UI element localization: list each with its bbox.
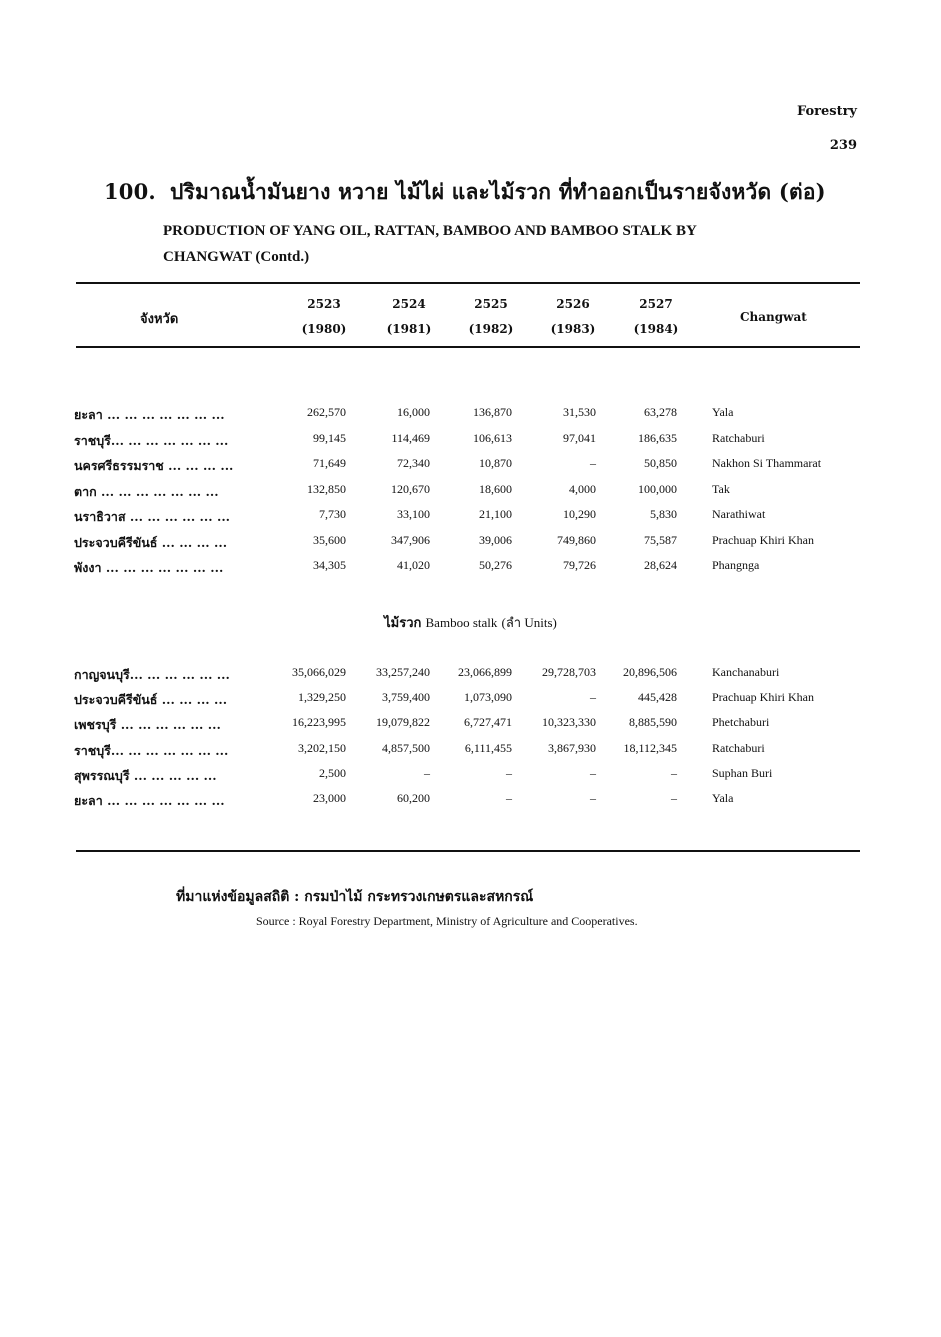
value-cell: 3,867,930: [548, 740, 596, 755]
table-top-rule: [76, 282, 860, 284]
value-cell: 106,613: [473, 430, 512, 445]
year-header-ad: (1983): [550, 322, 596, 336]
value-cell: 5,830: [650, 507, 677, 521]
value-cell: –: [424, 765, 430, 780]
value-cell: 63,278: [644, 405, 677, 419]
value-cell: –: [590, 765, 596, 780]
value-cell: 75,587: [644, 532, 677, 547]
value-cell: 23,066,899: [458, 665, 512, 679]
changwat-thai: พังงา ... ... ... ... ... ... ...: [74, 560, 224, 575]
value-cell: 71,649: [313, 456, 346, 470]
value-cell: 50,276: [479, 558, 512, 572]
changwat-english: Suphan Buri: [712, 765, 773, 780]
changwat-english: Kanchanaburi: [712, 665, 780, 679]
value-cell: 114,469: [391, 430, 430, 445]
changwat-thai: ประจวบคีรีขันธ์ ... ... ... ...: [74, 692, 228, 708]
year-header-ad: (1980): [301, 322, 347, 336]
changwat-thai: นครศรีธรรมราช ... ... ... ...: [74, 458, 234, 473]
bamboo-stalk-subheading: [0, 612, 941, 633]
value-cell: 16,223,995: [292, 715, 346, 730]
changwat-thai: สุพรรณบุรี ... ... ... ... ...: [74, 767, 217, 783]
changwat-header-english: Changwat: [740, 310, 807, 324]
subheading-english: Bamboo stalk: [425, 615, 498, 630]
changwat-english: Ratchaburi: [712, 430, 765, 445]
table-title-english: [163, 218, 843, 270]
subheading-thai: ไม้รวก: [384, 616, 422, 631]
changwat-english: Prachuap Khiri Khan: [712, 690, 814, 705]
value-cell: 16,000: [397, 405, 430, 419]
page-number: 239: [829, 138, 857, 153]
table-row: [0, 766, 941, 786]
value-cell: –: [671, 791, 677, 805]
changwat-english: Ratchaburi: [712, 740, 765, 755]
value-cell: 23,000: [313, 791, 346, 805]
value-cell: –: [590, 690, 596, 705]
value-cell: 186,635: [638, 430, 677, 445]
header-bottom-rule: [76, 346, 860, 348]
table-row: [0, 456, 941, 476]
value-cell: 262,570: [307, 405, 346, 419]
value-cell: 1,329,250: [298, 690, 346, 705]
year-header-be: 2527: [639, 297, 673, 311]
source-thai: ที่มาแห่งข้อมูลสถิติ : กรมป่าไม้ กระทรวงเกษตรและสหกรณ์: [176, 889, 534, 905]
changwat-english: Phangnga: [712, 558, 760, 572]
value-cell: 18,112,345: [623, 740, 677, 755]
table-row: [0, 533, 941, 553]
subheading-unit: (ลำ Units): [501, 615, 557, 630]
year-header-ad: (1982): [468, 322, 514, 336]
value-cell: 8,885,590: [629, 715, 677, 730]
table-row: [0, 791, 941, 811]
title-english-line2: CHANGWAT (Contd.): [163, 249, 310, 265]
value-cell: 20,896,506: [623, 665, 677, 679]
changwat-english: Yala: [712, 405, 734, 419]
value-cell: 79,726: [563, 558, 596, 572]
value-cell: 4,857,500: [382, 740, 430, 755]
changwat-thai: กาญจนบุรี... ... ... ... ... ...: [74, 667, 230, 682]
changwat-thai: เพชรบุรี ... ... ... ... ... ...: [74, 717, 221, 733]
table-row: [0, 741, 941, 761]
year-header-ad: (1981): [386, 322, 432, 336]
value-cell: –: [671, 765, 677, 780]
table-row: [0, 431, 941, 451]
value-cell: 749,860: [557, 532, 596, 547]
value-cell: 21,100: [479, 507, 512, 521]
table-row: [0, 405, 941, 425]
value-cell: 19,079,822: [376, 715, 430, 730]
value-cell: –: [590, 456, 596, 470]
changwat-thai: นราธิวาส ... ... ... ... ... ...: [74, 509, 231, 524]
changwat-thai: ยะลา ... ... ... ... ... ... ...: [74, 793, 225, 808]
value-cell: 10,870: [479, 456, 512, 470]
value-cell: 99,145: [313, 430, 346, 445]
title-english-line1: PRODUCTION OF YANG OIL, RATTAN, BAMBOO AND BAMBOO STALK BY: [163, 223, 697, 239]
table-row: [0, 665, 941, 685]
value-cell: 31,530: [563, 405, 596, 419]
value-cell: 3,202,150: [298, 740, 346, 755]
value-cell: 39,006: [479, 532, 512, 547]
value-cell: 28,624: [644, 558, 677, 572]
changwat-header-thai: จังหวัด: [140, 312, 179, 327]
value-cell: –: [506, 765, 512, 780]
table-row: [0, 558, 941, 578]
changwat-english: Tak: [712, 481, 730, 496]
table-row: [0, 482, 941, 502]
changwat-thai: ราชบุรี... ... ... ... ... ... ...: [74, 742, 229, 758]
value-cell: –: [506, 791, 512, 805]
value-cell: 97,041: [563, 430, 596, 445]
table-row: [0, 715, 941, 735]
value-cell: 33,257,240: [376, 665, 430, 679]
value-cell: 132,850: [307, 481, 346, 496]
value-cell: 18,600: [479, 481, 512, 496]
value-cell: 50,850: [644, 456, 677, 470]
value-cell: 136,870: [473, 405, 512, 419]
value-cell: 41,020: [397, 558, 430, 572]
changwat-thai: ตาก ... ... ... ... ... ... ...: [74, 483, 219, 499]
value-cell: 35,600: [313, 532, 346, 547]
changwat-english: Prachuap Khiri Khan: [712, 532, 814, 547]
year-header-be: 2525: [474, 297, 508, 311]
table-number: 100.: [104, 179, 156, 204]
changwat-thai: ราชบุรี... ... ... ... ... ... ...: [74, 432, 229, 448]
value-cell: 6,727,471: [464, 715, 512, 730]
value-cell: 10,323,330: [542, 715, 596, 730]
value-cell: 445,428: [638, 690, 677, 705]
table-row: [0, 507, 941, 527]
year-header-be: 2523: [307, 297, 341, 311]
value-cell: 34,305: [313, 558, 346, 572]
value-cell: 10,290: [563, 507, 596, 521]
title-thai-text: ปริมาณน้ำมันยาง หวาย ไม้ไผ่ และไม้รวก ที่ทำออกเป็นรายจังหวัด (ต่อ): [169, 179, 826, 204]
year-header-be: 2526: [556, 297, 590, 311]
section-label: Forestry: [796, 104, 857, 119]
value-cell: 347,906: [391, 532, 430, 547]
changwat-thai: ประจวบคีรีขันธ์ ... ... ... ...: [74, 534, 228, 550]
year-header-ad: (1984): [633, 322, 679, 336]
value-cell: 120,670: [391, 481, 430, 496]
value-cell: 33,100: [397, 507, 430, 521]
value-cell: 3,759,400: [382, 690, 430, 705]
value-cell: –: [590, 791, 596, 805]
changwat-thai: ยะลา ... ... ... ... ... ... ...: [74, 407, 225, 422]
value-cell: 2,500: [319, 765, 346, 780]
value-cell: 100,000: [638, 481, 677, 496]
value-cell: 7,730: [319, 507, 346, 521]
value-cell: 29,728,703: [542, 665, 596, 679]
value-cell: 1,073,090: [464, 690, 512, 705]
year-header-be: 2524: [392, 297, 426, 311]
table-row: [0, 690, 941, 710]
table-bottom-rule: [76, 850, 860, 852]
table-title-thai: [104, 176, 826, 209]
changwat-english: Phetchaburi: [712, 715, 770, 730]
value-cell: 4,000: [569, 481, 596, 496]
value-cell: 72,340: [397, 456, 430, 470]
changwat-english: Yala: [712, 791, 734, 805]
value-cell: 60,200: [397, 791, 430, 805]
changwat-english: Narathiwat: [712, 507, 766, 521]
changwat-english: Nakhon Si Thammarat: [712, 456, 822, 470]
value-cell: 35,066,029: [292, 665, 346, 679]
value-cell: 6,111,455: [464, 740, 512, 755]
source-english: Source : Royal Forestry Department, Ministry of Agriculture and Cooperatives.: [256, 914, 638, 928]
